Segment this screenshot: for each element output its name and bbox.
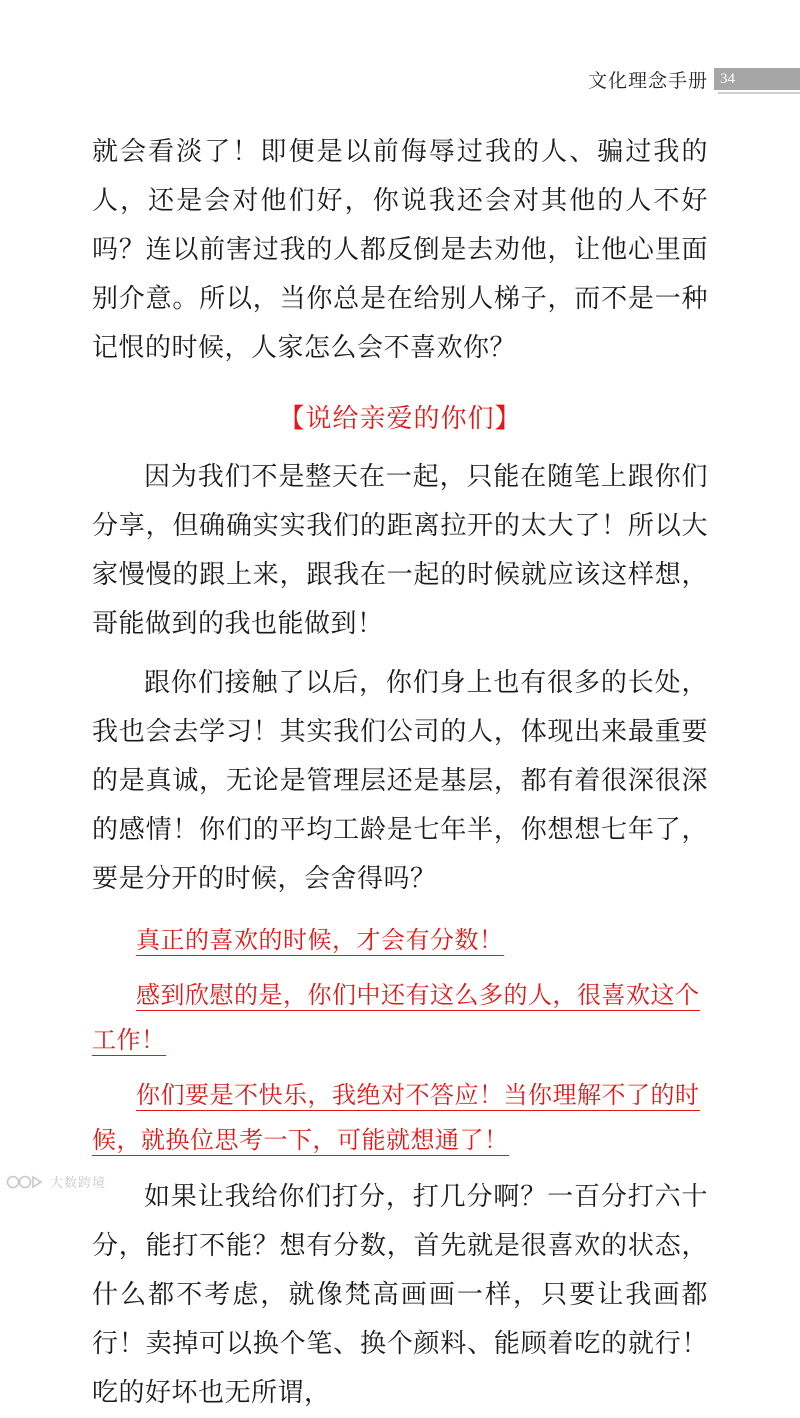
quote-line: 真正的喜欢的时候，才会有分数！ (136, 926, 504, 954)
body-paragraph-3: 跟你们接触了以后，你们身上也有很多的长处，我也会去学习！其实我们公司的人，体现出来最重要的是真诚，无论是管理层还是基层，都有着很深很深的感情！你们的平均工龄是七年半，你想想七年了，要是分开的时候，会舍得吗？ (92, 668, 708, 894)
watermark-text: 大数跨境 (50, 1175, 107, 1190)
brand-logo-icon (6, 1174, 44, 1190)
body-paragraph-4: 如果让我给你们打分，打几分啊？一百分打六十分，能打不能？想有分数，首先就是很喜欢的状态，什么都不考虑，就像梵高画画一样，只要让我画都行！卖掉可以换个笔、换个颜料、能顾着吃的就行！吃的好坏也无所谓， (92, 1182, 708, 1408)
quote-line: 感到欣慰的是，你们中还有这么多的人，很喜欢这个 (136, 981, 700, 1009)
body-paragraph-1: 就会看淡了！即便是以前侮辱过我的人、骗过我的人，还是会对他们好，你说我还会对其他的人不好吗？连以前害过我的人都反倒是去劝他，让他心里面别介意。所以，当你总是在给别人梯子，而不是一种记恨的时候，人家怎么会不喜欢你？ (92, 137, 708, 363)
header-rule (718, 92, 800, 94)
page-number: 34 (714, 68, 800, 90)
running-header (588, 66, 800, 92)
section-title: 【说给亲爱的你们】 (278, 404, 522, 434)
body-paragraph-2: 因为我们不是整天在一起，只能在随笔上跟你们分享，但确确实实我们的距离拉开的太大了！所以大家慢慢的跟上来，跟我在一起的时候就应该这样想，哥能做到的我也能做到！ (92, 462, 708, 639)
quote-line: 你们要是不快乐，我绝对不答应！当你理解不了的时 (136, 1081, 700, 1109)
highlight-quote-2 (92, 973, 708, 1063)
header-title: 文化理念手册 (587, 69, 708, 92)
watermark (6, 1172, 106, 1191)
highlight-quote-3 (92, 1073, 708, 1163)
quote-line: 工作！ (92, 1026, 166, 1054)
page-content (92, 128, 708, 1418)
quote-line: 候，就换位思考一下，可能就想通了！ (92, 1126, 509, 1154)
highlight-quote-1 (136, 918, 708, 963)
